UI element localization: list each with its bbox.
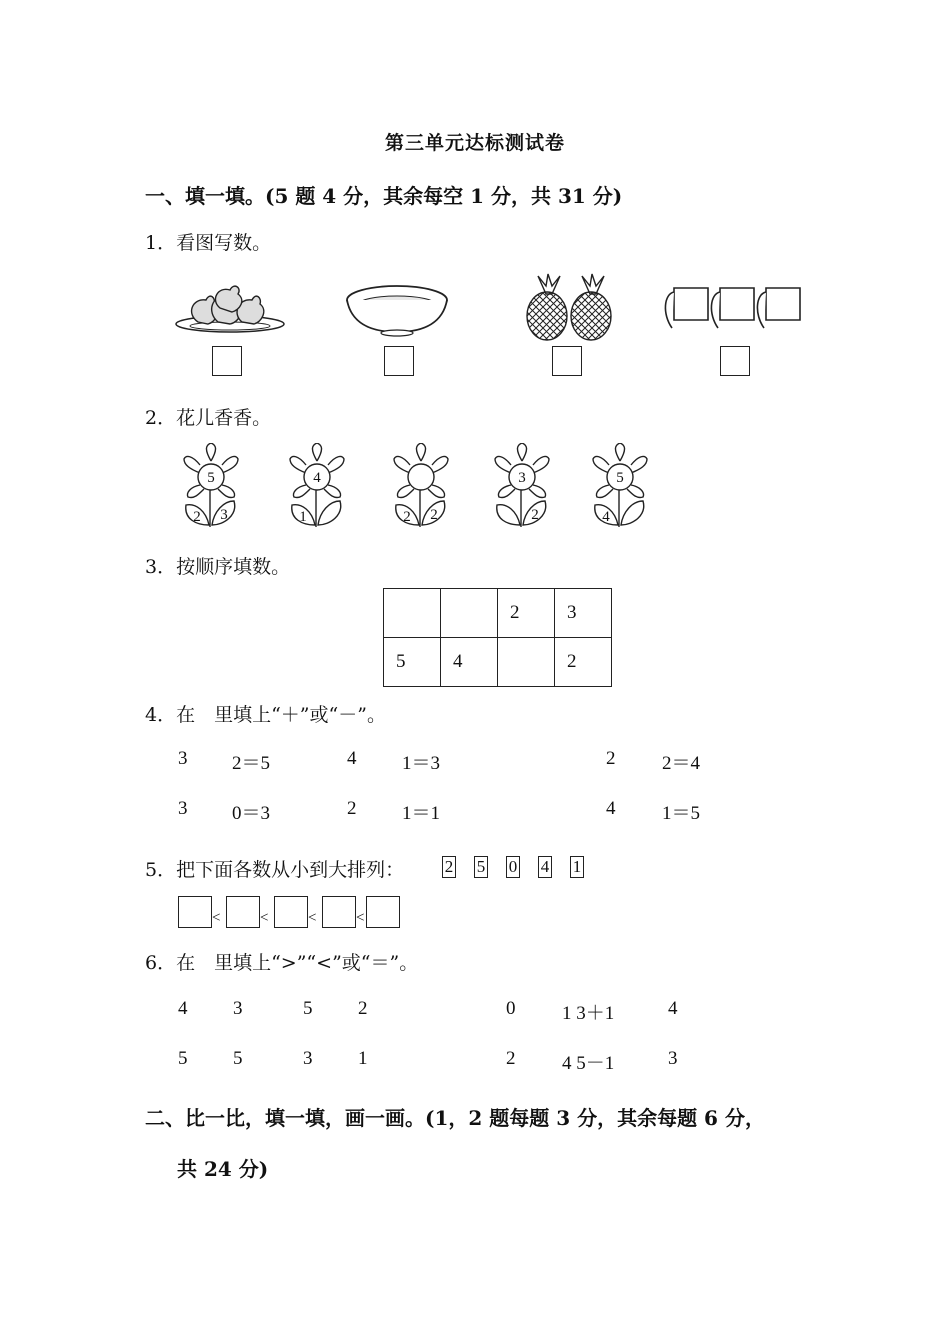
- flower-right-leaf-number: 2: [430, 507, 438, 523]
- comparison-operand: 1: [358, 1048, 368, 1069]
- equation-rest: 2＝4: [662, 753, 701, 774]
- question-1-label: 1．看图写数。: [145, 232, 272, 254]
- flower-center-number: 3: [518, 470, 526, 486]
- comparison-operand: 1 3＋1: [562, 1003, 615, 1024]
- number-to-order: 2: [442, 856, 456, 878]
- peaches-on-plate-image: [170, 278, 290, 340]
- number-to-order: 5: [474, 856, 488, 878]
- equation-operand: 3: [178, 748, 188, 769]
- question-5-label: 5．把下面各数从小到大排列：: [145, 859, 405, 881]
- equation-operand: 4: [606, 798, 616, 819]
- flower: [487, 443, 557, 529]
- grid-cell: 5: [384, 638, 441, 687]
- flower: [585, 443, 655, 529]
- flower-left-leaf-number: 4: [602, 509, 610, 525]
- order-answer-box[interactable]: [178, 896, 212, 928]
- grid-cell[interactable]: [498, 638, 555, 687]
- flower-left-leaf-number: 2: [193, 509, 201, 525]
- three-cups-image: [662, 284, 804, 340]
- comparison-operand: 2: [358, 998, 368, 1019]
- less-than-sign: <: [260, 910, 269, 926]
- grid-cell: 2: [555, 638, 612, 687]
- flower: [282, 443, 352, 529]
- comparison-operand: 4: [668, 998, 678, 1019]
- page-title: 第三单元达标测试卷: [384, 132, 565, 154]
- flower-left-leaf-number: 2: [403, 509, 411, 525]
- comparison-operand: 3: [303, 1048, 313, 1069]
- equation-rest: 1＝5: [662, 803, 701, 824]
- number-to-order: 4: [538, 856, 552, 878]
- comparison-operand: 4: [178, 998, 188, 1019]
- flower: [386, 443, 456, 529]
- flower-right-leaf-number: 2: [531, 507, 539, 523]
- equation-rest: 1＝1: [402, 803, 441, 824]
- question-4-label: 4．在 里填上“＋”或“－”。: [145, 704, 386, 726]
- grid-cell[interactable]: [441, 589, 498, 638]
- order-answer-box[interactable]: [366, 896, 400, 928]
- question-3-label: 3．按顺序填数。: [145, 556, 291, 578]
- equation-operand: 4: [347, 748, 357, 769]
- comparison-operand: 2: [506, 1048, 516, 1069]
- sequence-grid: [383, 588, 612, 687]
- answer-box-1[interactable]: [212, 346, 242, 376]
- equation-rest: 1＝3: [402, 753, 441, 774]
- question-2-label: 2．花儿香香。: [145, 407, 272, 429]
- flower-center-number: 5: [207, 470, 215, 486]
- comparison-operand: 4 5－1: [562, 1053, 615, 1074]
- order-answer-box[interactable]: [322, 896, 356, 928]
- grid-cell: 2: [498, 589, 555, 638]
- comparison-operand: 3: [668, 1048, 678, 1069]
- equation-operand: 3: [178, 798, 188, 819]
- question-6-label: 6．在 里填上“>”“<”或“＝”。: [145, 952, 419, 974]
- flower-center-number: 4: [313, 470, 321, 486]
- less-than-sign: <: [356, 910, 365, 926]
- answer-box-3[interactable]: [552, 346, 582, 376]
- answer-box-4[interactable]: [720, 346, 750, 376]
- numbers-to-order: [442, 856, 602, 878]
- empty-bowl-image: [343, 282, 451, 338]
- less-than-sign: <: [212, 910, 221, 926]
- equation-operand: 2: [347, 798, 357, 819]
- two-pineapples-image: [522, 272, 614, 342]
- section-2-heading-cont: 共 24 分): [177, 1157, 269, 1181]
- equation-rest: 2＝5: [232, 753, 271, 774]
- less-than-sign: <: [308, 910, 317, 926]
- comparison-operand: 3: [233, 998, 243, 1019]
- grid-cell[interactable]: [384, 589, 441, 638]
- comparison-operand: 5: [233, 1048, 243, 1069]
- section-1-heading: 一、填一填。(5 题 4 分，其余每空 1 分，共 31 分): [145, 184, 623, 208]
- comparison-operand: 0: [506, 998, 516, 1019]
- order-answer-box[interactable]: [274, 896, 308, 928]
- number-to-order: 0: [506, 856, 520, 878]
- order-answer-box[interactable]: [226, 896, 260, 928]
- flower-center-number: 5: [616, 470, 624, 486]
- grid-cell: 3: [555, 589, 612, 638]
- section-2-heading: 二、比一比，填一填，画一画。(1，2 题每题 3 分，其余每题 6 分，: [145, 1106, 765, 1130]
- flower: [176, 443, 246, 529]
- comparison-operand: 5: [178, 1048, 188, 1069]
- flower-right-leaf-number: 3: [220, 507, 228, 523]
- comparison-operand: 5: [303, 998, 313, 1019]
- grid-cell: 4: [441, 638, 498, 687]
- flower-left-leaf-number: 1: [299, 509, 307, 525]
- equation-operand: 2: [606, 748, 616, 769]
- number-to-order: 1: [570, 856, 584, 878]
- equation-rest: 0＝3: [232, 803, 271, 824]
- answer-box-2[interactable]: [384, 346, 414, 376]
